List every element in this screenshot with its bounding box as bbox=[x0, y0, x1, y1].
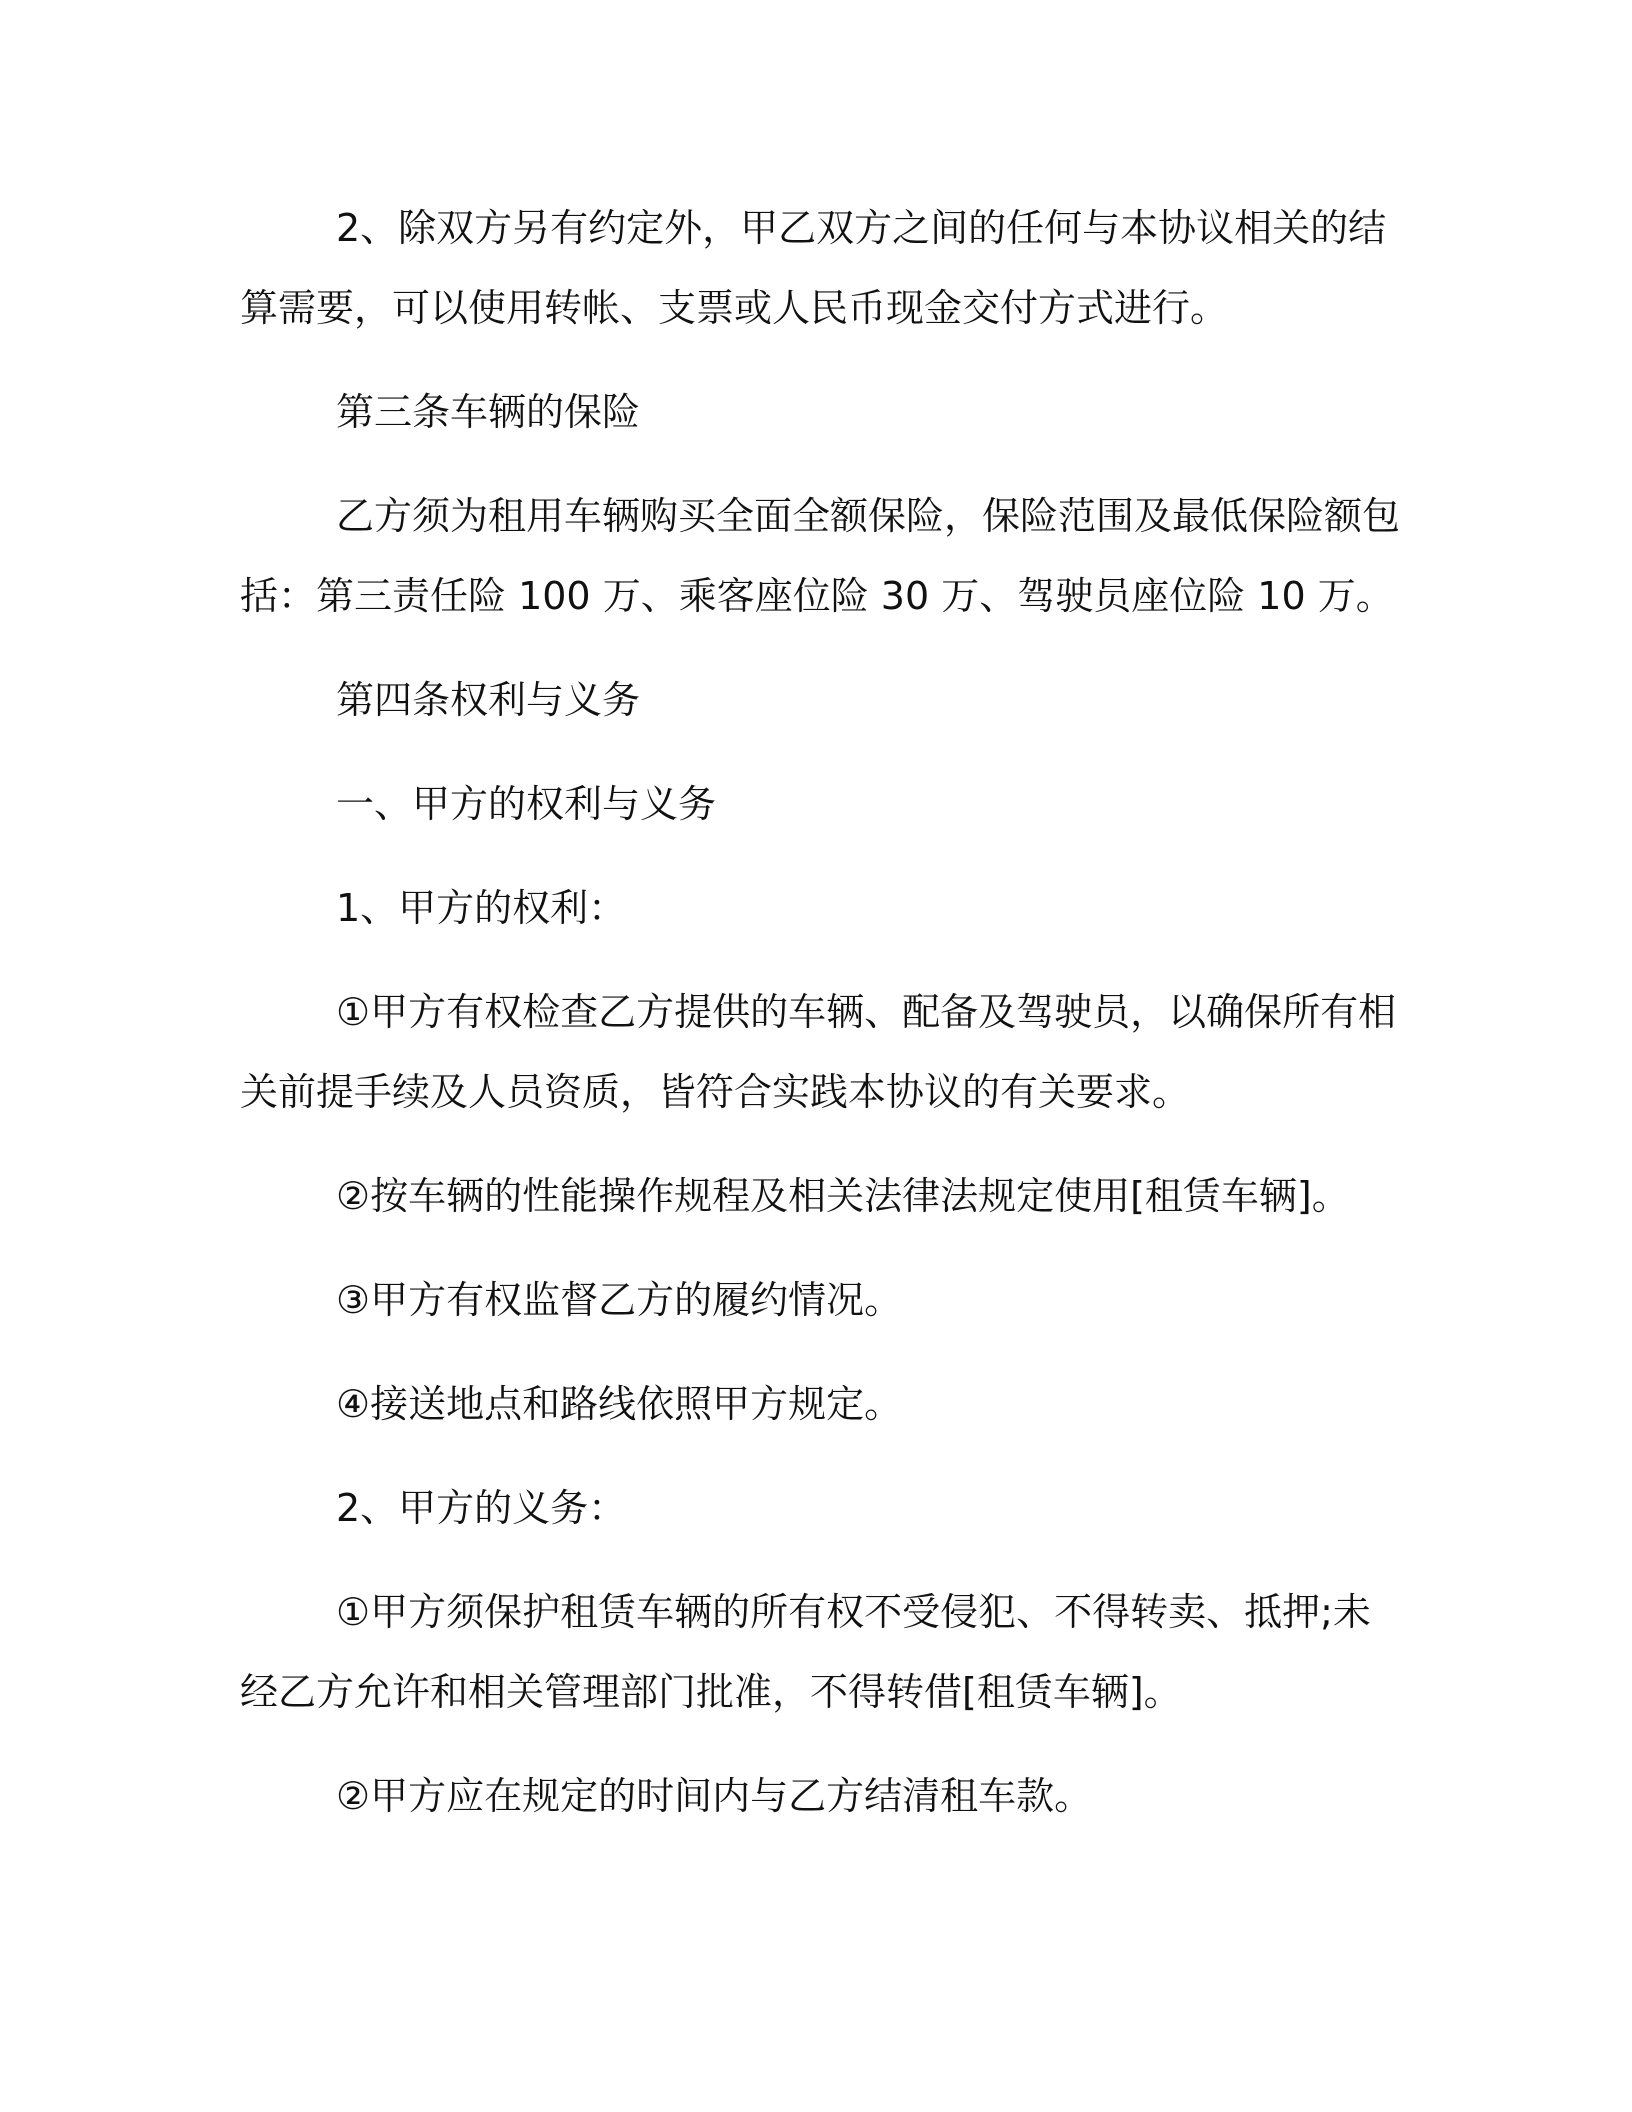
clause-paragraph bbox=[240, 1756, 1380, 1836]
clause-paragraph bbox=[240, 188, 1387, 348]
section-heading bbox=[240, 660, 1380, 740]
subsection-heading bbox=[240, 868, 1380, 948]
paragraph-line: ①甲方须保护租赁车辆的所有权不受侵犯、不得转卖、抵押;未 bbox=[336, 1590, 1371, 1634]
heading-line: 1、甲方的权利： bbox=[336, 886, 627, 930]
paragraph-line: ②甲方应在规定的时间内与乙方结清租车款。 bbox=[336, 1774, 1093, 1818]
paragraph-line: 算需要，可以使用转帐、支票或人民币现金交付方式进行。 bbox=[240, 286, 1229, 330]
subsection-heading bbox=[240, 1468, 1380, 1548]
clause-paragraph bbox=[240, 1364, 1380, 1444]
heading-line: 第四条权利与义务 bbox=[336, 678, 641, 722]
paragraph-line: ④接送地点和路线依照甲方规定。 bbox=[336, 1382, 903, 1426]
section-heading bbox=[240, 372, 1380, 452]
clause-paragraph bbox=[240, 1572, 1380, 1732]
document-page bbox=[240, 188, 1401, 1860]
paragraph-line: 2、除双方另有约定外，甲乙双方之间的任何与本协议相关的结 bbox=[336, 206, 1387, 250]
clause-paragraph bbox=[240, 476, 1401, 636]
heading-line: 2、甲方的义务： bbox=[336, 1486, 627, 1530]
clause-paragraph bbox=[240, 1156, 1380, 1236]
paragraph-line: ②按车辆的性能操作规程及相关法律法规定使用[租赁车辆]。 bbox=[336, 1174, 1350, 1218]
paragraph-line: 经乙方允许和相关管理部门批准，不得转借[租赁车辆]。 bbox=[240, 1670, 1182, 1714]
paragraph-line: ③甲方有权监督乙方的履约情况。 bbox=[336, 1278, 903, 1322]
paragraph-line: 乙方须为租用车辆购买全面全额保险，保险范围及最低保险额包 bbox=[336, 494, 1401, 538]
heading-line: 一、甲方的权利与义务 bbox=[336, 782, 717, 826]
paragraph-line: ①甲方有权检查乙方提供的车辆、配备及驾驶员，以确保所有相 bbox=[336, 990, 1397, 1034]
paragraph-line: 括：第三责任险 100 万、乘客座位险 30 万、驾驶员座位险 10 万。 bbox=[240, 574, 1394, 618]
subsection-heading bbox=[240, 764, 1380, 844]
paragraph-line: 关前提手续及人员资质，皆符合实践本协议的有关要求。 bbox=[240, 1070, 1191, 1114]
clause-paragraph bbox=[240, 972, 1397, 1132]
heading-line: 第三条车辆的保险 bbox=[336, 390, 641, 434]
clause-paragraph bbox=[240, 1260, 1380, 1340]
